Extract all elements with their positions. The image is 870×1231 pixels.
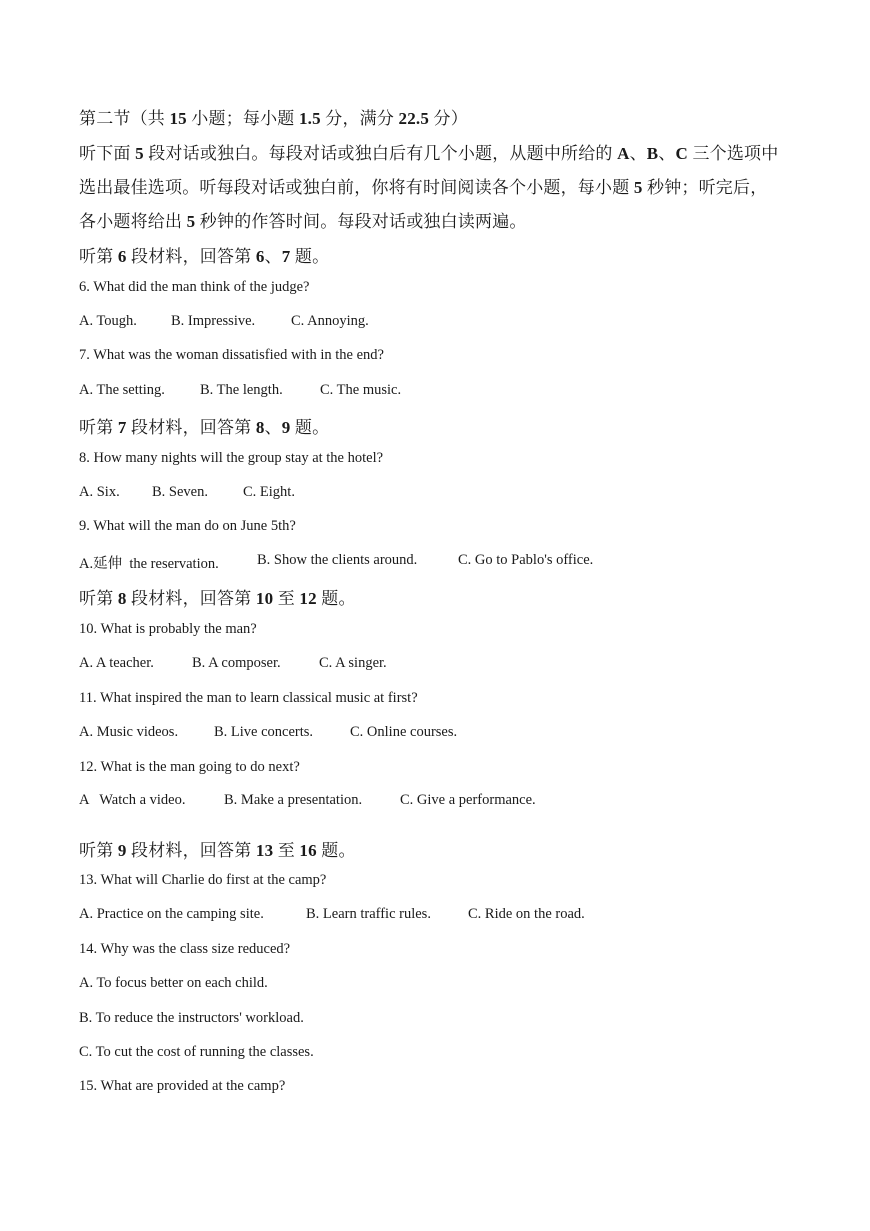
q8-option-c: C. Eight. bbox=[243, 484, 295, 500]
q11-option-a: A. Music videos. bbox=[79, 724, 179, 740]
q14-option-c: C. To cut the cost of running the classes. bbox=[79, 1044, 314, 1060]
question-10: 10. What is probably the man? bbox=[79, 621, 257, 637]
group-heading-6: 听第 6 段材料，回答第 6、7 题。 bbox=[79, 247, 330, 266]
question-6: 6. What did the man think of the judge? bbox=[79, 279, 310, 295]
question-13: 13. What will Charlie do first at the camp? bbox=[79, 872, 327, 888]
question-9: 9. What will the man do on June 5th? bbox=[79, 518, 296, 534]
q11-option-b: B. Live concerts. bbox=[214, 724, 314, 740]
instructions-line-1: 听下面 5 段对话或独白。每段对话或独白后有几个小题，从题中所给的 A、B、C 三个选项中 bbox=[79, 144, 779, 163]
q12-option-a: A Watch a video. bbox=[79, 792, 186, 808]
q13-option-c: C. Ride on the road. bbox=[468, 906, 585, 922]
q6-option-a: A. Tough. bbox=[79, 313, 137, 329]
question-12: 12. What is the man going to do next? bbox=[79, 759, 300, 775]
q7-option-b: B. The length. bbox=[200, 382, 283, 398]
group-heading-9: 听第 9 段材料，回答第 13 至 16 题。 bbox=[79, 841, 356, 860]
q8-option-b: B. Seven. bbox=[152, 484, 208, 500]
q13-option-b: B. Learn traffic rules. bbox=[306, 906, 431, 922]
q9-option-a: A.延伸 the reservation. bbox=[79, 556, 219, 572]
question-8: 8. How many nights will the group stay at the hotel? bbox=[79, 450, 384, 466]
question-14: 14. Why was the class size reduced? bbox=[79, 941, 291, 957]
q11-option-c: C. Online courses. bbox=[350, 724, 458, 740]
q12-option-b: B. Make a presentation. bbox=[224, 792, 363, 808]
q10-option-b: B. A composer. bbox=[192, 655, 281, 671]
q7-option-c: C. The music. bbox=[320, 382, 402, 398]
q14-option-b: B. To reduce the instructors' workload. bbox=[79, 1010, 304, 1026]
section-heading: 第二节（共 15 小题；每小题 1.5 分，满分 22.5 分） bbox=[79, 109, 468, 128]
q14-option-a: A. To focus better on each child. bbox=[79, 975, 268, 991]
q12-option-c: C. Give a performance. bbox=[400, 792, 536, 808]
q6-option-b: B. Impressive. bbox=[171, 313, 256, 329]
q9-option-b: B. Show the clients around. bbox=[257, 552, 418, 568]
instructions-line-2: 选出最佳选项。听每段对话或独白前，你将有时间阅读各个小题，每小题 5 秒钟；听完后， bbox=[79, 178, 768, 197]
instructions-line-3: 各小题将给出 5 秒钟的作答时间。每段对话或独白读两遍。 bbox=[79, 212, 527, 231]
q10-option-c: C. A singer. bbox=[319, 655, 387, 671]
q6-option-c: C. Annoying. bbox=[291, 313, 369, 329]
q10-option-a: A. A teacher. bbox=[79, 655, 154, 671]
question-7: 7. What was the woman dissatisfied with in the end? bbox=[79, 347, 384, 363]
group-heading-8: 听第 8 段材料，回答第 10 至 12 题。 bbox=[79, 589, 356, 608]
question-11: 11. What inspired the man to learn classical music at first? bbox=[79, 690, 418, 706]
group-heading-7: 听第 7 段材料，回答第 8、9 题。 bbox=[79, 418, 330, 437]
q8-option-a: A. Six. bbox=[79, 484, 120, 500]
q13-option-a: A. Practice on the camping site. bbox=[79, 906, 264, 922]
q7-option-a: A. The setting. bbox=[79, 382, 165, 398]
question-15: 15. What are provided at the camp? bbox=[79, 1078, 286, 1094]
q9-option-c: C. Go to Pablo's office. bbox=[458, 552, 594, 568]
